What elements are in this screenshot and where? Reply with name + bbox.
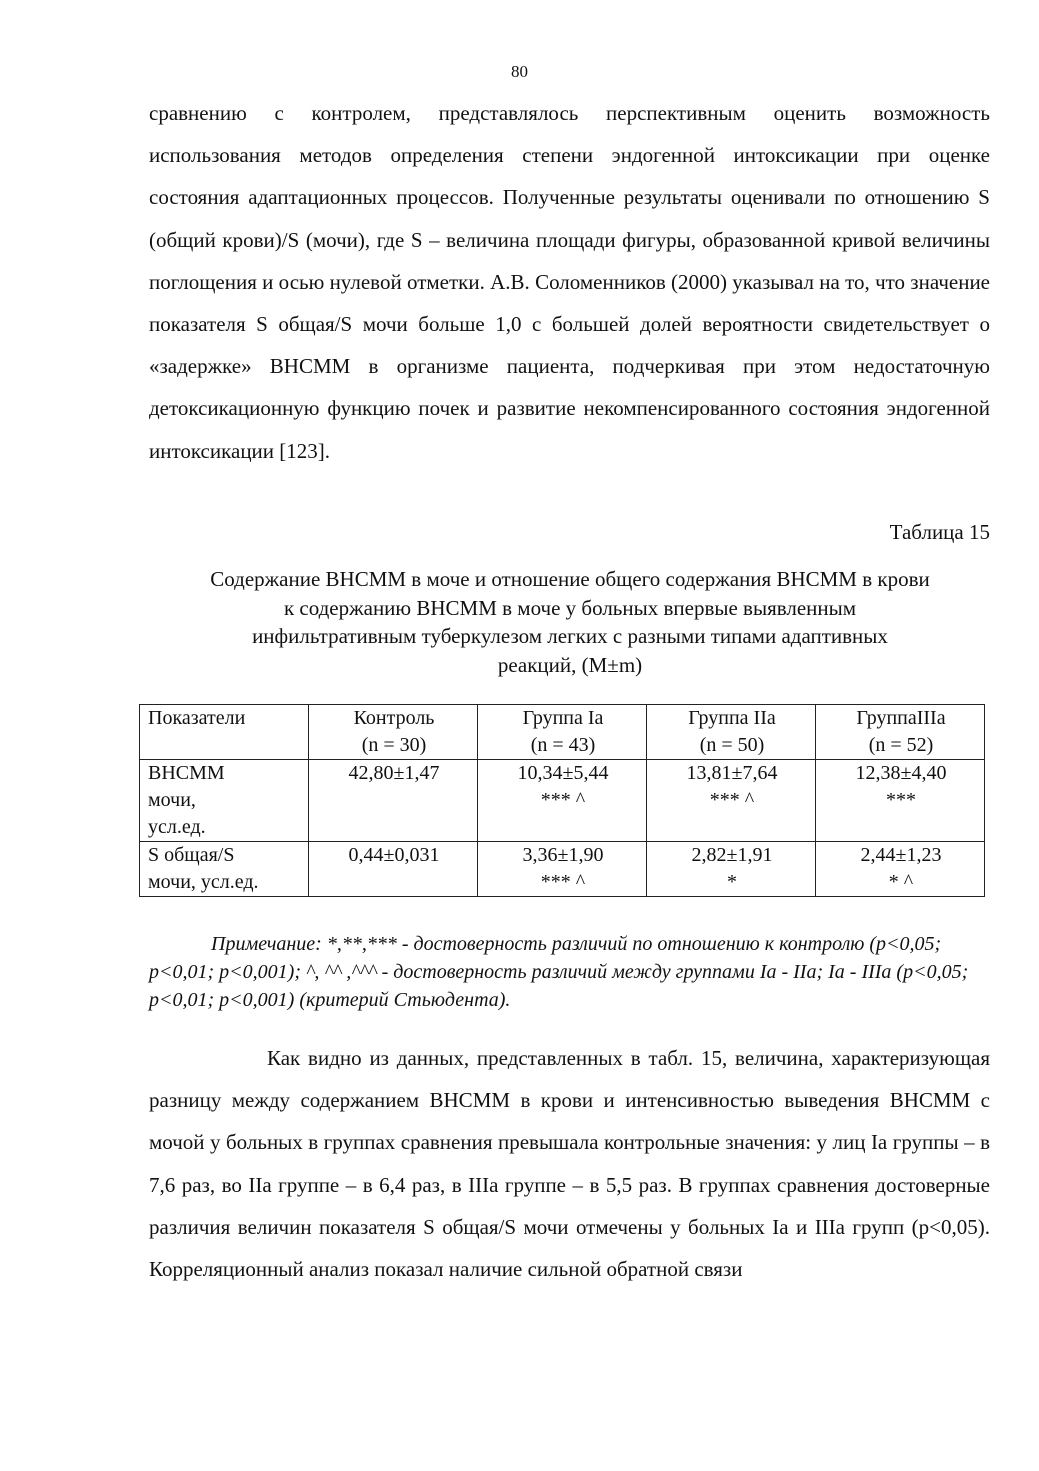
header-n: (n = 50) <box>699 734 765 756</box>
table-cell <box>478 842 647 897</box>
page-number: 80 <box>511 62 528 81</box>
table-cell <box>309 760 478 842</box>
table-row <box>140 760 985 842</box>
header-n: (n = 43) <box>530 734 596 756</box>
cell-value: 3,36±1,90 <box>522 844 604 866</box>
cell-significance: *** ^ <box>540 789 586 811</box>
cell-value: 2,44±1,23 <box>860 844 942 866</box>
header-label: Группа IIа <box>688 707 776 729</box>
caption-line: реакций, (M±m) <box>497 652 643 677</box>
paragraph-intro: сравнению с контролем, представлялось перспективным оценить возможность использования методов определения степени эндогенной интоксикации при оценке состояния адаптационных процессов. Полученные результаты оценивали по отношению S (общий крови)/S (мочи), где S – величина площади фигуры, образованной кривой величины поглощения и осью нулевой отметки. А.В. Соломенников (2000) указывал на то, что значение показателя S общая/S мочи больше 1,0 с большей долей вероятности свидетельствует о «задержке» ВНСММ в организме пациента, подчеркивая при этом недостаточную детоксикационную функцию почек и развитие некомпенсированного состояния эндогенной интоксикации [123]. <box>149 101 990 463</box>
cell-value: 0,44±0,031 <box>348 844 440 866</box>
note-text: Примечание: *,**,*** - достоверность различий по отношению к контролю (р<0,05; р<0,01; р<0,001); ^, ^^ ,^^^ - достоверность различий между группами Iа - IIа; Iа - IIIа (р<0,05; р<0,01; р<0,001) (критерий Стьюдента). <box>149 933 969 1011</box>
row-name: S общая/S <box>148 844 235 866</box>
cell-value: 10,34±5,44 <box>517 762 609 784</box>
cell-significance: *** ^ <box>709 789 755 811</box>
data-table <box>139 704 985 897</box>
header-label: Контроль <box>353 707 435 729</box>
cell-significance: * <box>727 871 737 893</box>
row-name: ВНСММ <box>148 762 225 784</box>
cell-value: 13,81±7,64 <box>686 762 778 784</box>
row-name-cell <box>140 842 309 897</box>
header-n: (n = 30) <box>361 734 427 756</box>
paragraph-text: Как видно из данных, представленных в табл. 15, величина, характеризующая разницу между содержанием ВНСММ в крови и интенсивностью выведения ВНСММ с мочой у больных в группах сравнения превышала контрольные значения: у лиц Iа группы – в 7,6 раз, во IIа группе – в 6,4 раз, в IIIа группе – в 5,5 раз. В группах сравнения достоверные различия величин показателя S общая/S мочи отмечены у больных Iа и IIIа групп (р<0,05). Корреляционный анализ показал наличие сильной обратной связи <box>149 1046 990 1282</box>
row-name: мочи, <box>148 789 196 811</box>
header-cell <box>647 705 816 760</box>
table-caption <box>140 565 1000 679</box>
row-name-cell <box>140 760 309 842</box>
table-cell <box>647 842 816 897</box>
caption-line: инфильтративным туберкулезом легких с разными типами адаптивных <box>252 624 888 648</box>
header-n: (n = 52) <box>868 734 934 756</box>
row-name: мочи, усл.ед. <box>148 871 259 893</box>
row-name: усл.ед. <box>148 816 206 838</box>
header-cell <box>816 705 985 760</box>
caption-line: к содержанию ВНСММ в моче у больных впервые выявленным <box>283 595 857 620</box>
cell-significance: *** <box>886 789 916 811</box>
cell-value: 12,38±4,40 <box>855 762 947 784</box>
table-note <box>149 930 990 1014</box>
table-label: Таблица 15 <box>889 520 990 544</box>
table-cell <box>478 760 647 842</box>
header-label: Группа Iа <box>522 707 604 729</box>
header-label: Показатели <box>148 707 246 729</box>
table-cell <box>816 760 985 842</box>
cell-significance: * ^ <box>888 871 914 893</box>
table-header-row <box>140 705 985 760</box>
cell-value: 2,82±1,91 <box>691 844 773 866</box>
header-cell <box>140 705 309 760</box>
cell-value: 42,80±1,47 <box>348 762 440 784</box>
header-cell <box>309 705 478 760</box>
table-cell <box>309 842 478 897</box>
caption-line: Содержание ВНСММ в моче и отношение общего содержания ВНСММ в крови <box>210 567 930 591</box>
table-row <box>140 842 985 897</box>
table-cell <box>647 760 816 842</box>
cell-significance: *** ^ <box>540 871 586 893</box>
header-label: ГруппаIIIа <box>856 707 946 729</box>
header-cell <box>478 705 647 760</box>
paragraph-discussion <box>149 1037 990 1290</box>
table-cell <box>816 842 985 897</box>
